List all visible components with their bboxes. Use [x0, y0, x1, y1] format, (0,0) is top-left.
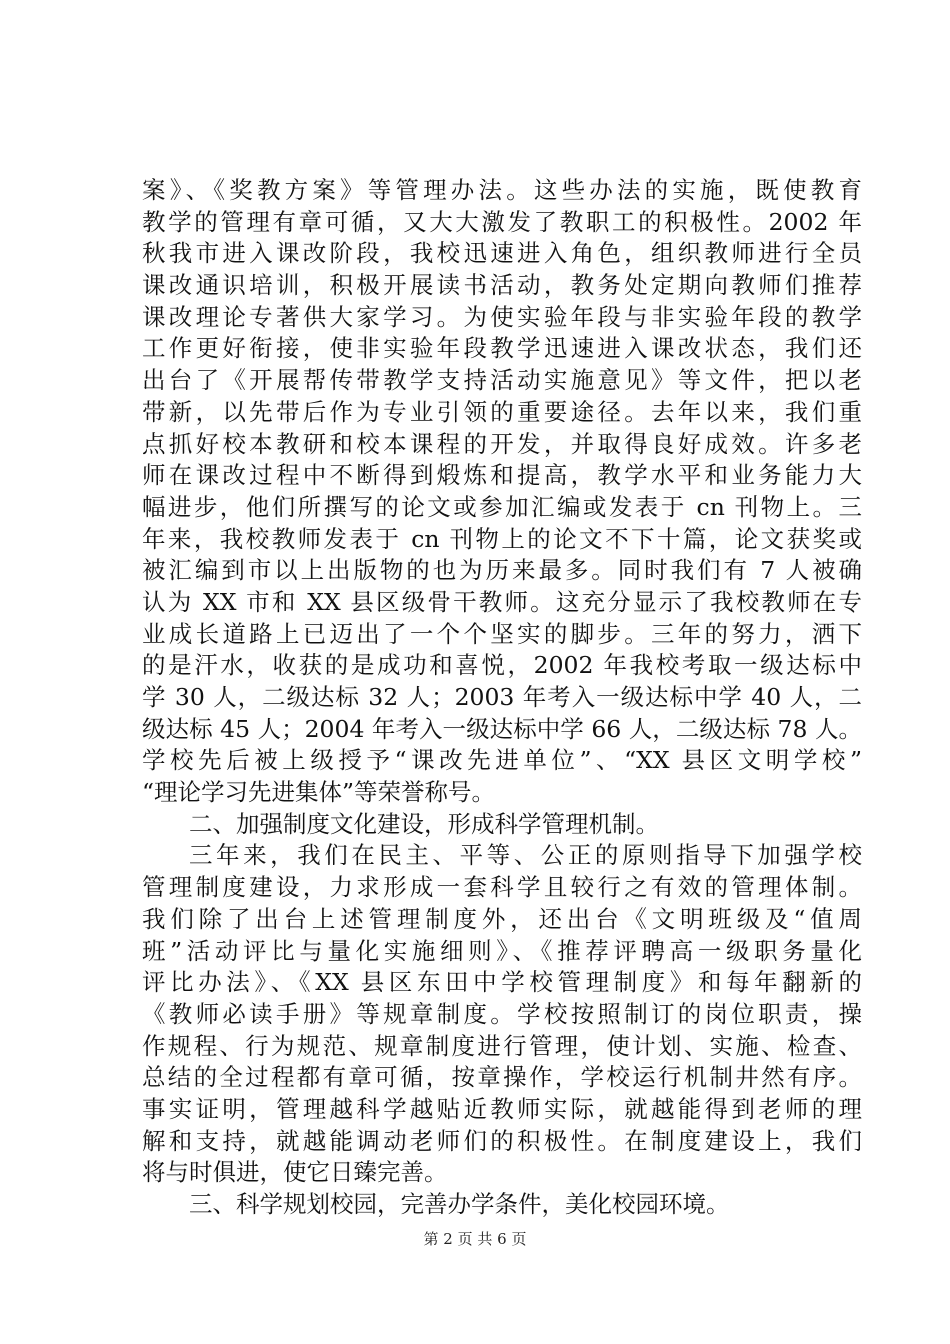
text-line: “理论学习先进集体”等荣誉称号。 — [142, 778, 496, 807]
text-line: 管理制度建设，力求形成一套科学且较行之有效的管理体制。 — [142, 873, 862, 902]
text-line: 将与时俱进，使它日臻完善。 — [142, 1158, 448, 1187]
text-line: 课改理论专著供大家学习。为使实验年段与非实验年段的教学 — [142, 302, 862, 331]
text-line: 我们除了出台上述管理制度外，还出台《文明班级及“值周 — [142, 904, 862, 933]
text-line: 《教师必读手册》等规章制度。学校按照制订的岗位职责，操 — [142, 999, 862, 1028]
section-heading: 二、加强制度文化建设，形成科学管理机制。 — [189, 809, 659, 838]
text-line: 班”活动评比与量化实施细则》、《推荐评聘高一级职务量化 — [142, 936, 862, 965]
text-line: 总结的全过程都有章可循，按章操作，学校运行机制井然有序。 — [142, 1063, 862, 1092]
text-line: 学 30 人，二级达标 32 人；2003 年考入一级达标中学 40 人，二 — [142, 683, 862, 711]
page-footer: 第 2 页 共 6 页 — [423, 1230, 527, 1248]
text-line: 认为 XX 市和 XX 县区级骨干教师。这充分显示了我校教师在专 — [142, 587, 862, 616]
text-line: 出台了《开展帮传带教学支持活动实施意见》等文件，把以老 — [142, 366, 862, 395]
section-heading: 三、科学规划校园，完善办学条件，美化校园环境。 — [189, 1190, 730, 1218]
text-line: 学校先后被上级授予“课改先进单位”、“XX 县区文明学校” — [142, 746, 862, 775]
text-line: 事实证明，管理越科学越贴近教师实际，就越能得到老师的理 — [142, 1094, 862, 1123]
text-line: 级达标 45 人；2004 年考入一级达标中学 66 人，二级达标 78 人。 — [142, 714, 862, 743]
text-line: 三年来，我们在民主、平等、公正的原则指导下加强学校 — [189, 841, 862, 870]
text-line: 幅进步，他们所撰写的论文或参加汇编或发表于 cn 刊物上。三 — [142, 492, 862, 521]
text-line: 作规程、行为规范、规章制度进行管理，使计划、实施、检查、 — [142, 1031, 862, 1060]
body-text — [142, 175, 862, 1221]
text-line: 课改通识培训，积极开展读书活动，教务处定期向教师们推荐 — [142, 271, 862, 300]
text-line: 业成长道路上已迈出了一个个坚实的脚步。三年的努力，洒下 — [142, 619, 862, 648]
text-line: 工作更好衔接，使非实验年段教学迅速进入课改状态，我们还 — [142, 334, 862, 363]
text-line: 师在课改过程中不断得到煅炼和提高，教学水平和业务能力大 — [142, 461, 862, 490]
text-line: 解和支持，就越能调动老师们的积极性。在制度建设上，我们 — [142, 1126, 862, 1155]
text-line: 秋我市进入课改阶段，我校迅速进入角色，组织教师进行全员 — [142, 239, 862, 268]
text-line: 点抓好校本教研和校本课程的开发，并取得良好成效。许多老 — [142, 429, 862, 458]
text-line: 教学的管理有章可循，又大大激发了教职工的积极性。2002 年 — [142, 207, 862, 236]
text-line: 案》、《奖教方案》等管理办法。这些办法的实施，既使教育 — [142, 176, 862, 204]
text-line: 评比办法》、《XX 县区东田中学校管理制度》和每年翻新的 — [142, 968, 862, 997]
text-line: 年来，我校教师发表于 cn 刊物上的论文不下十篇，论文获奖或 — [142, 524, 862, 553]
text-line: 的是汗水，收获的是成功和喜悦，2002 年我校考取一级达标中 — [142, 651, 862, 680]
text-line: 带新，以先带后作为专业引领的重要途径。去年以来，我们重 — [142, 397, 862, 426]
text-line: 被汇编到市以上出版物的也为历来最多。同时我们有 7 人被确 — [142, 556, 862, 585]
